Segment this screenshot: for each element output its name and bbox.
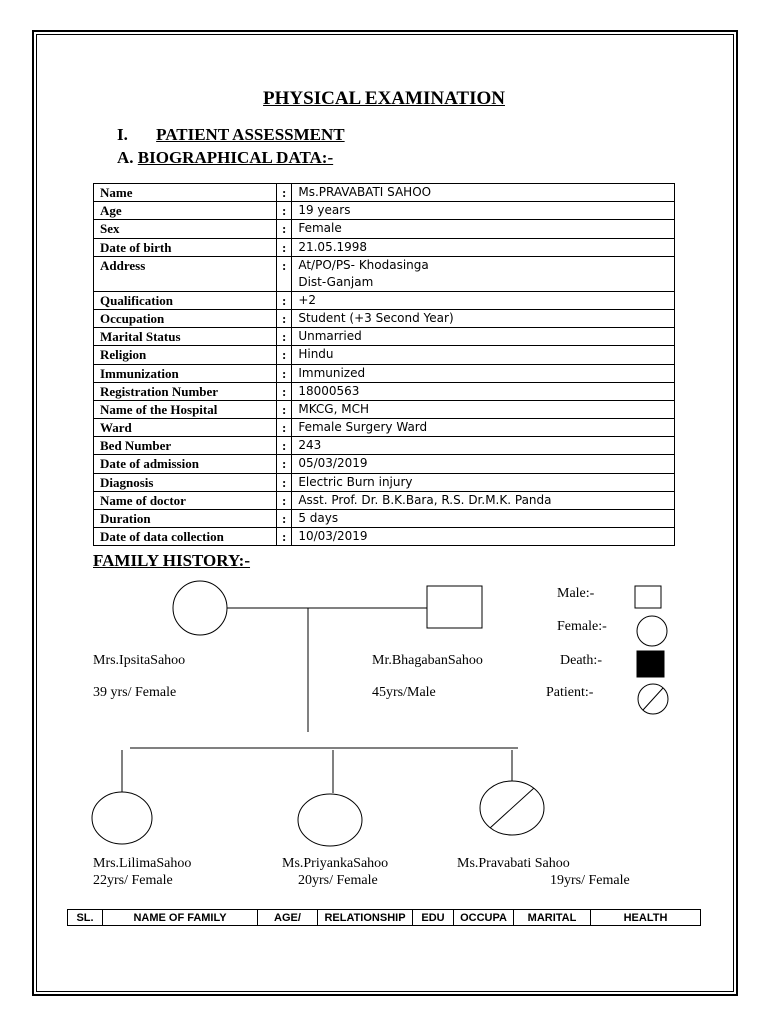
field-value: MKCG, MCH: [292, 400, 675, 418]
patient-slash: [490, 788, 534, 828]
legend-patient-slash: [643, 688, 663, 710]
field-label: Registration Number: [94, 382, 277, 400]
field-label: Date of data collection: [94, 528, 277, 546]
child-2-detail: 20yrs/ Female: [298, 873, 378, 888]
field-value: Female Surgery Ward: [292, 419, 675, 437]
field-separator: :: [277, 528, 292, 546]
field-separator: :: [277, 364, 292, 382]
child-3-name: Ms.Pravabati Sahoo: [457, 856, 570, 871]
field-separator: :: [277, 291, 292, 309]
legend-female-label: Female:-: [557, 619, 607, 634]
field-value: Asst. Prof. Dr. B.K.Bara, R.S. Dr.M.K. Panda: [292, 491, 675, 509]
section-label: PATIENT ASSESSMENT: [156, 125, 345, 144]
father-symbol: [427, 586, 482, 628]
field-value: 19 years: [292, 202, 675, 220]
field-value-line: At/PO/PS- Khodasinga: [298, 257, 429, 272]
field-label: Date of admission: [94, 455, 277, 473]
field-separator: :: [277, 491, 292, 509]
mother-symbol: [173, 581, 227, 635]
column-header-education: EDU: [413, 910, 454, 926]
child-3-detail: 19yrs/ Female: [550, 873, 630, 888]
legend-death-symbol: [637, 651, 664, 677]
field-separator: :: [277, 346, 292, 364]
legend-male-label: Male:-: [557, 586, 595, 601]
field-value: Female: [292, 220, 675, 238]
field-separator: :: [277, 419, 292, 437]
family-members-table: [67, 909, 701, 926]
child-1-name: Mrs.LilimaSahoo: [93, 856, 192, 871]
field-label: Name of the Hospital: [94, 400, 277, 418]
field-value: 05/03/2019: [292, 455, 675, 473]
field-separator: :: [277, 238, 292, 256]
field-value: 10/03/2019: [292, 528, 675, 546]
legend-female-symbol: [637, 616, 667, 646]
field-label: Age: [94, 202, 277, 220]
legend-death-label: Death:-: [560, 653, 602, 668]
column-header-name: NAME OF FAMILY: [103, 910, 258, 926]
mother-name: Mrs.IpsitaSahoo: [93, 653, 186, 668]
field-label: Bed Number: [94, 437, 277, 455]
section-letter: A.: [117, 148, 134, 167]
field-value: Unmarried: [292, 328, 675, 346]
field-value: Student (+3 Second Year): [292, 309, 675, 327]
child-1-symbol: [92, 792, 152, 844]
field-value: Hindu: [292, 346, 675, 364]
field-value: Electric Burn injury: [292, 473, 675, 491]
field-label: Marital Status: [94, 328, 277, 346]
field-label: Sex: [94, 220, 277, 238]
legend-patient-label: Patient:-: [546, 685, 594, 700]
section-number: I.: [117, 125, 128, 144]
field-value: Immunized: [292, 364, 675, 382]
father-name: Mr.BhagabanSahoo: [372, 653, 483, 668]
field-value: +2: [292, 291, 675, 309]
field-value: 18000563: [292, 382, 675, 400]
field-separator: :: [277, 202, 292, 220]
field-value: 21.05.1998: [292, 238, 675, 256]
page-title: PHYSICAL EXAMINATION: [263, 88, 505, 109]
family-history-heading: FAMILY HISTORY:-: [93, 551, 251, 570]
child-2-name: Ms.PriyankaSahoo: [282, 856, 389, 871]
field-label: Occupation: [94, 309, 277, 327]
field-label: Duration: [94, 510, 277, 528]
field-separator: :: [277, 220, 292, 238]
field-separator: :: [277, 455, 292, 473]
column-header-sl: SL.: [68, 910, 103, 926]
legend-male-symbol: [635, 586, 661, 608]
column-header-marital: MARITAL: [514, 910, 591, 926]
father-detail: 45yrs/Male: [372, 685, 436, 700]
field-label: Religion: [94, 346, 277, 364]
field-label: Name: [94, 184, 277, 202]
field-value: 243: [292, 437, 675, 455]
field-label: Address: [94, 256, 277, 291]
field-separator: :: [277, 400, 292, 418]
column-header-age: AGE/: [258, 910, 318, 926]
field-separator: :: [277, 437, 292, 455]
field-label: Qualification: [94, 291, 277, 309]
column-header-relationship: RELATIONSHIP: [318, 910, 413, 926]
section-label: BIOGRAPHICAL DATA:-: [137, 148, 334, 167]
child-2-symbol: [298, 794, 362, 846]
field-separator: :: [277, 382, 292, 400]
field-label: Name of doctor: [94, 491, 277, 509]
mother-detail: 39 yrs/ Female: [93, 685, 177, 700]
field-separator: :: [277, 510, 292, 528]
field-separator: :: [277, 328, 292, 346]
field-separator: :: [277, 184, 292, 202]
field-value-line: Dist-Ganjam: [298, 274, 374, 289]
field-value: 5 days: [292, 510, 675, 528]
column-header-occupation: OCCUPA: [454, 910, 514, 926]
field-separator: :: [277, 473, 292, 491]
field-separator: :: [277, 256, 292, 291]
field-label: Immunization: [94, 364, 277, 382]
child-1-detail: 22yrs/ Female: [93, 873, 173, 888]
table-header-row: [68, 910, 701, 926]
field-value: Ms.PRAVABATI SAHOO: [292, 184, 675, 202]
field-label: Ward: [94, 419, 277, 437]
column-header-health: HEALTH: [591, 910, 701, 926]
field-separator: :: [277, 309, 292, 327]
field-label: Diagnosis: [94, 473, 277, 491]
field-label: Date of birth: [94, 238, 277, 256]
